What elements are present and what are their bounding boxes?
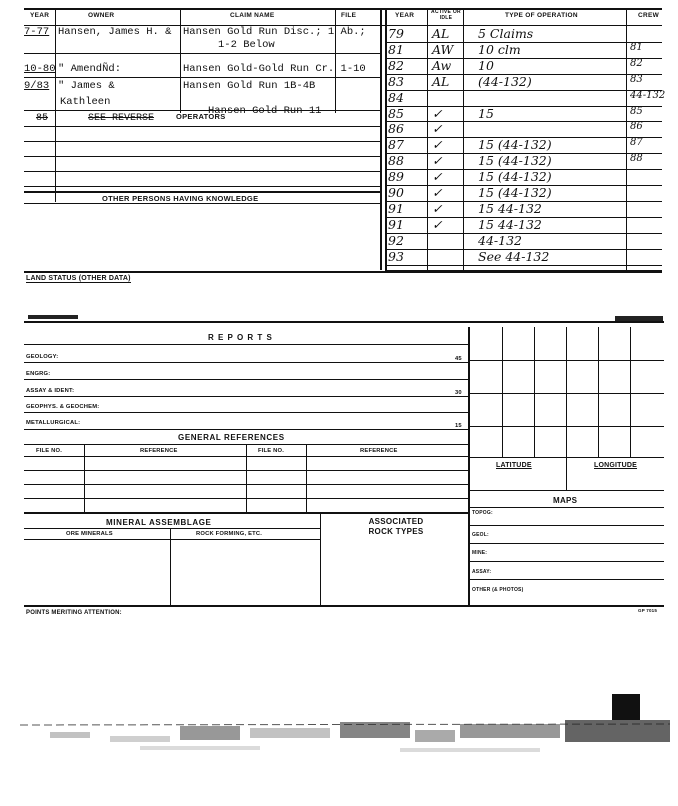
op-active: AW: [432, 42, 454, 57]
col-divider: [335, 8, 336, 113]
land-status-label: LAND STATUS (OTHER DATA): [26, 275, 131, 282]
row-line: [24, 379, 468, 380]
row-line: [24, 512, 468, 514]
owner-row-owner: Hansen, James H. &: [58, 26, 172, 38]
op-type: 10: [478, 58, 494, 73]
op-crew: 87: [630, 137, 643, 148]
section-line: [24, 321, 664, 323]
row-line: [468, 561, 664, 562]
op-active: Aw: [432, 58, 452, 73]
col-divider: [55, 8, 56, 202]
maps-geol: GEOL:: [472, 532, 489, 538]
owner-row-claim: Hansen Gold Run 1B-4B: [183, 80, 316, 92]
latitude-label: LATITUDE: [496, 462, 532, 469]
report-engrg-label: ENGRG:: [26, 371, 51, 377]
grid-col-line: [566, 327, 567, 457]
row-line: [24, 171, 380, 172]
grid-col-line: [502, 327, 503, 457]
op-year: 88: [388, 153, 404, 168]
operations-row-line: [385, 233, 662, 234]
op-active: ✓: [432, 137, 443, 152]
op-active: ✓: [432, 121, 443, 136]
grid-row-line: [468, 360, 664, 361]
row-line: [24, 191, 380, 193]
operations-row-line: [385, 42, 662, 43]
owner-row-year: 9/83: [24, 80, 50, 92]
owner-row-owner: SEE REVERSE: [88, 113, 155, 124]
report-assay-num: 30: [455, 390, 462, 396]
grid-col-line: [534, 327, 535, 457]
row-line: [24, 53, 380, 54]
owner-row-owner: " AmendÑd:: [58, 63, 122, 75]
op-crew: 85: [630, 106, 643, 117]
op-year: 92: [388, 233, 404, 248]
col-divider: [320, 512, 321, 605]
general-references-title: GENERAL REFERENCES: [178, 433, 285, 442]
top-border: [24, 8, 662, 10]
op-type: 15 (44-132): [478, 185, 552, 200]
maps-topog: TOPOG:: [472, 510, 493, 516]
row-line: [24, 141, 380, 142]
operations-row-line: [385, 106, 662, 107]
ore-minerals: ORE MINERALS: [66, 531, 113, 537]
points-meriting-attention: POINTS MERITING ATTENTION:: [26, 610, 122, 616]
header-owner: OWNER: [88, 12, 115, 19]
col-divider: [385, 8, 387, 270]
op-year: 79: [388, 26, 404, 41]
op-type: 5 Claims: [478, 26, 534, 41]
op-year: 84: [388, 90, 404, 105]
op-type: 15 44-132: [478, 217, 542, 232]
row-line: [24, 77, 380, 78]
maps-mine: MINE:: [472, 550, 488, 556]
gr-reference-2: REFERENCE: [360, 448, 398, 454]
op-year: 82: [388, 58, 404, 73]
row-line: [24, 498, 468, 499]
row-line: [24, 186, 380, 187]
op-crew: 82: [630, 58, 643, 69]
op-crew: 88: [630, 153, 643, 164]
rock-forming: ROCK FORMING, ETC.: [196, 531, 263, 537]
section-line: [24, 605, 664, 607]
op-type: 15 (44-132): [478, 169, 552, 184]
header-crew: CREW: [638, 12, 660, 19]
op-year: 81: [388, 42, 404, 57]
grid-col-line: [630, 327, 631, 457]
col-divider: [468, 327, 470, 605]
op-active: ✓: [432, 169, 443, 184]
op-crew: 81: [630, 42, 643, 53]
row-line: [24, 429, 468, 430]
col-divider: [380, 8, 382, 270]
op-type: 44-132: [478, 233, 522, 248]
gr-reference: REFERENCE: [140, 448, 178, 454]
maps-assay: ASSAY:: [472, 569, 492, 575]
op-type: 15 (44-132): [478, 153, 552, 168]
report-geology-num: 45: [455, 356, 462, 362]
maps-label: MAPS: [553, 496, 578, 505]
scan-smudge: [28, 315, 78, 319]
grid-col-line: [598, 327, 599, 457]
header-year-2: YEAR: [395, 12, 415, 19]
col-divider: [306, 444, 307, 512]
row-line: [24, 126, 380, 127]
operations-row-line: [385, 58, 662, 59]
associated-rock-types: ASSOCIATED ROCK TYPES: [368, 517, 424, 536]
op-year: 85: [388, 106, 404, 121]
maps-other: OTHER (& PHOTOS): [472, 587, 524, 593]
row-line: [24, 362, 468, 363]
header-active-idle: ACTIVE OR IDLE: [431, 9, 461, 21]
row-line: [24, 484, 468, 485]
other-persons-label: OTHER PERSONS HAVING KNOWLEDGE: [102, 194, 259, 203]
row-line: [468, 543, 664, 544]
owner-row-claim: 1-2 Below: [218, 39, 275, 51]
operators-label: OPERATORS: [176, 112, 226, 121]
owner-row-claim: Hansen Gold-Gold Run Cr. 1-10: [183, 63, 366, 75]
scan-noise-band: [20, 710, 670, 770]
row-line: [24, 203, 380, 204]
row-line: [24, 396, 468, 397]
grid-row-line: [468, 393, 664, 394]
row-line: [24, 528, 320, 529]
form-number: GP 7015: [638, 608, 658, 613]
operations-row-line: [385, 265, 662, 266]
owner-row-year: 10-80: [24, 63, 56, 75]
op-type: (44-132): [478, 74, 532, 89]
grid-row-line: [468, 426, 664, 427]
longitude-label: LONGITUDE: [594, 462, 638, 469]
section-line: [24, 271, 662, 273]
row-line: [468, 579, 664, 580]
op-type: 15 (44-132): [478, 137, 552, 152]
op-type: See 44-132: [478, 249, 550, 264]
op-crew: 86: [630, 121, 643, 132]
report-metallurgical-label: METALLURGICAL:: [26, 420, 81, 426]
owner-row-year: 85: [36, 113, 49, 124]
owner-row-owner: " James &: [58, 80, 115, 92]
header-file: FILE: [341, 12, 357, 19]
op-year: 87: [388, 137, 404, 152]
operations-row-line: [385, 121, 662, 122]
row-line: [24, 470, 468, 471]
report-metallurgical-num: 15: [455, 423, 462, 429]
op-crew: 44-132: [630, 90, 666, 101]
op-active: ✓: [432, 185, 443, 200]
operations-row-line: [385, 90, 662, 91]
op-year: 93: [388, 249, 404, 264]
row-line: [24, 539, 320, 540]
header-claim-name: CLAIM NAME: [230, 12, 275, 19]
op-year: 89: [388, 169, 404, 184]
op-year: 91: [388, 201, 404, 216]
op-active: AL: [432, 74, 450, 89]
header-year: YEAR: [30, 12, 50, 19]
owner-row-claim: Hansen Gold Run 11: [208, 105, 322, 117]
row-line: [24, 344, 468, 345]
op-year: 86: [388, 121, 404, 136]
col-divider: [427, 8, 428, 270]
op-active: AL: [432, 26, 450, 41]
grid-col-line: [566, 457, 567, 490]
mineral-assemblage-title: MINERAL ASSEMBLAGE: [106, 518, 212, 527]
row-line: [24, 156, 380, 157]
op-year: 91: [388, 217, 404, 232]
gr-file-no: FILE NO.: [36, 448, 63, 454]
gr-file-no-2: FILE NO.: [258, 448, 285, 454]
reports-title: R E P O R T S: [208, 333, 273, 342]
owner-row-claim: Hansen Gold Run Disc.; 1 Ab.;: [183, 26, 366, 38]
op-year: 90: [388, 185, 404, 200]
row-line: [24, 110, 380, 111]
op-active: ✓: [432, 217, 443, 232]
col-divider: [84, 444, 85, 512]
op-type: 15 44-132: [478, 201, 542, 216]
report-geophys-label: GEOPHYS. & GEOCHEM:: [26, 404, 100, 410]
op-type: 10 clm: [478, 42, 521, 57]
report-geology-label: GEOLOGY:: [26, 354, 59, 360]
row-line: [468, 490, 664, 491]
op-year: 83: [388, 74, 404, 89]
row-line: [468, 525, 664, 526]
col-divider: [463, 8, 464, 270]
op-crew: 83: [630, 74, 643, 85]
report-assay-label: ASSAY & IDENT:: [26, 388, 75, 394]
col-divider: [246, 444, 247, 512]
header-type-of-operation: TYPE OF OPERATION: [505, 12, 578, 19]
op-active: ✓: [432, 201, 443, 216]
owner-row-year: 7-77: [24, 26, 50, 38]
owner-row-owner: Kathleen: [60, 96, 111, 108]
col-divider: [626, 8, 627, 270]
op-type: 15: [478, 106, 494, 121]
col-divider: [180, 8, 181, 113]
op-active: ✓: [432, 106, 443, 121]
row-line: [468, 507, 664, 508]
op-active: ✓: [432, 153, 443, 168]
row-line: [24, 412, 468, 413]
